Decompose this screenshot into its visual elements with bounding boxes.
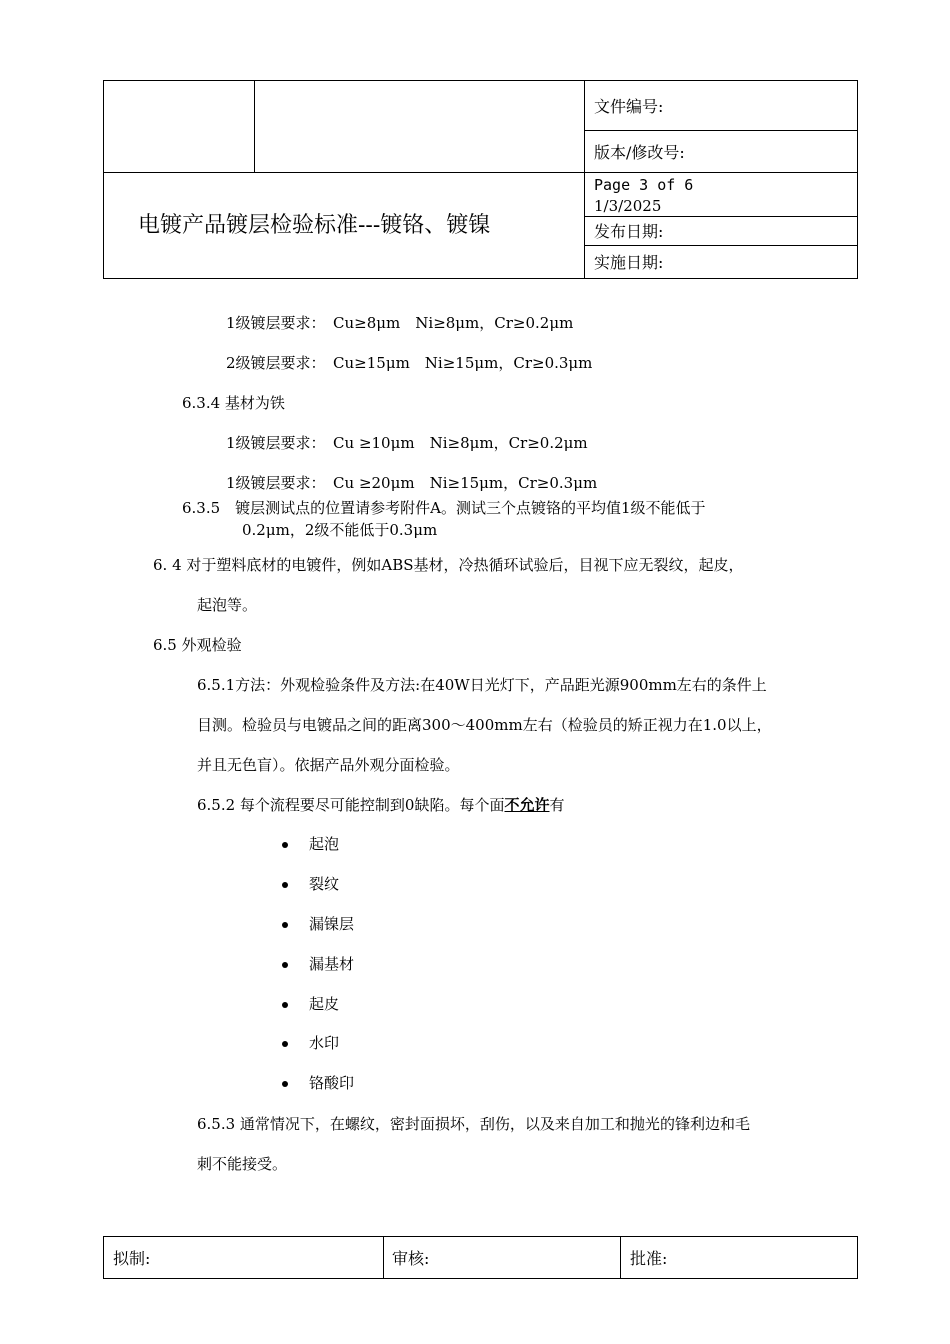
bullet-icon — [282, 842, 288, 848]
not-allowed-emphasis: 不允许 — [504, 796, 550, 814]
iron-grade-requirement: 1级镀层要求： Cu ≥20μm Ni≥15μm，Cr≥0.3μm — [226, 474, 598, 492]
section-6-3-5-line2: 0.2μm，2级不能低于0.3μm — [242, 521, 438, 539]
section-6-3-5-line1: 6.3.5 镀层测试点的位置请参考附件A。测试三个点镀铬的平均值1级不能低于 — [182, 499, 706, 517]
version-label: 版本/修改号: — [594, 143, 685, 162]
list-item: 漏镍层 — [309, 915, 355, 933]
section-6-5-2 — [197, 798, 565, 813]
bullet-icon — [282, 922, 288, 928]
reviewed-by-label: 审核: — [392, 1249, 430, 1268]
section-6-4-line2: 起泡等。 — [197, 596, 258, 614]
section-6-5-2-text: 6.5.2 每个流程要尽可能控制到0缺陷。每个面 — [197, 796, 505, 814]
iron-grade1-requirement: 1级镀层要求： Cu ≥10μm Ni≥8μm，Cr≥0.2μm — [226, 434, 588, 452]
grade2-requirement: 2级镀层要求： Cu≥15μm Ni≥15μm，Cr≥0.3μm — [226, 354, 593, 372]
doc-number-label: 文件编号: — [594, 97, 664, 116]
section-6-5-2-tail: 有 — [549, 796, 565, 814]
section-6-5-3-line1: 6.5.3 通常情况下，在螺纹，密封面损坏，刮伤，以及来自加工和抛光的锋利边和毛 — [197, 1115, 750, 1133]
approved-by-label: 批准: — [630, 1249, 668, 1268]
grade1-requirement: 1级镀层要求： Cu≥8μm Ni≥8μm，Cr≥0.2μm — [226, 314, 574, 332]
bullet-icon — [282, 962, 288, 968]
drafted-by-label: 拟制: — [113, 1249, 151, 1268]
document-date: 1/3/2025 — [594, 197, 662, 215]
list-item: 漏基材 — [309, 955, 355, 973]
section-6-5-heading: 6.5 外观检验 — [153, 636, 242, 654]
list-item: 裂纹 — [309, 875, 340, 893]
page-info: Page 3 of 6 — [594, 176, 694, 194]
list-item: 铬酸印 — [309, 1074, 355, 1092]
effective-date-label: 实施日期: — [594, 253, 664, 272]
list-item: 起皮 — [309, 995, 340, 1013]
release-date-label: 发布日期: — [594, 222, 664, 241]
document-title: 电镀产品镀层检验标准---镀铬、镀镍 — [138, 213, 491, 238]
bullet-icon — [282, 1081, 288, 1087]
bullet-icon — [282, 1002, 288, 1008]
section-6-5-1-line3: 并且无色盲）。依据产品外观分面检验。 — [197, 756, 460, 774]
section-6-3-4: 6.3.4 基材为铁 — [182, 394, 285, 412]
section-6-5-1-line1: 6.5.1方法：外观检验条件及方法:在40W日光灯下，产品距光源900mm左右的条件上 — [197, 676, 767, 694]
section-6-5-3-line2: 刺不能接受。 — [197, 1155, 288, 1173]
section-6-4-line1: 6. 4 对于塑料底材的电镀件，例如ABS基材，冷热循环试验后，目视下应无裂纹，起皮， — [153, 556, 744, 574]
list-item: 水印 — [309, 1034, 340, 1052]
bullet-icon — [282, 1041, 288, 1047]
list-item: 起泡 — [309, 835, 340, 853]
bullet-icon — [282, 882, 288, 888]
section-6-5-1-line2: 目测。检验员与电镀品之间的距离300～400mm左右（检验员的矫正视力在1.0以上， — [197, 716, 772, 734]
